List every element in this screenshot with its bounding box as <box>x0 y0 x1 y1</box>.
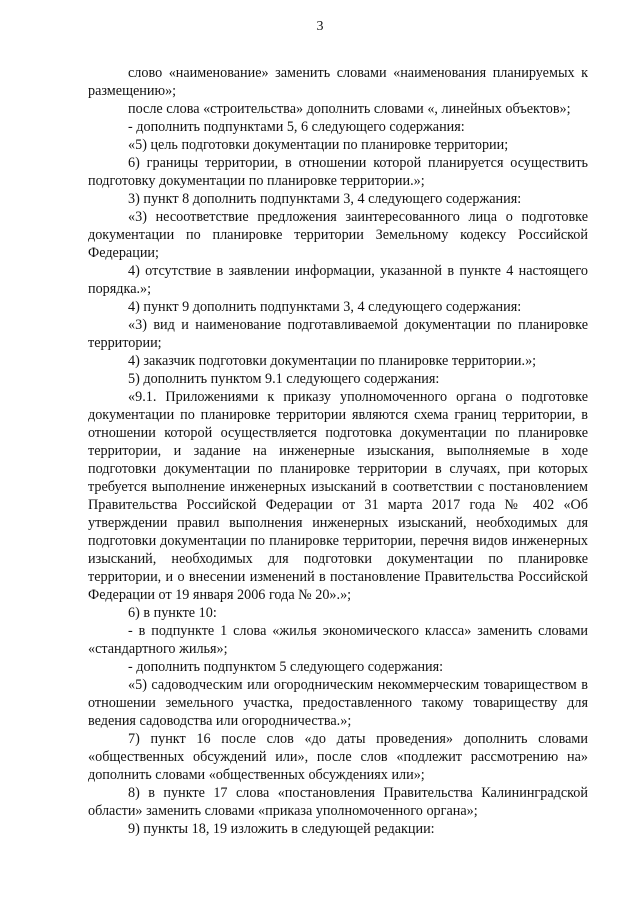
paragraph: 4) заказчик подготовки документации по планировке территории.»; <box>128 353 537 369</box>
paragraph: «3) несоответствие предложения заинтересованного лица о подготовке документации по планировке территории Земельному кодексу Российской Федерации; <box>88 209 588 261</box>
paragraph: после слова «строительства» дополнить словами «, линейных объектов»; <box>128 101 571 117</box>
paragraph: «9.1. Приложениями к приказу уполномоченного органа о подготовке документации по планировке территории являются схема границ территории, в отношении которой осуществляется подготовка документации по планировке территории, и задание на инженерные изыскания, выполняемые в ходе подготовки документации по планировке территории в случаях, при которых требуется выполнение инженерных изысканий в соответствии с постановлением Правительства Российской Федерации от 31 марта 2017 года № 402 «Об утверждении правил выполнения инженерных изысканий, необходимых для подготовки документации по планировке территории, перечня видов инженерных изысканий, необходимых для подготовки документации по планировке территории, и о внесении изменений в постановление Правительства Российской Федерации от 19 января 2006 года № 20».»; <box>88 389 588 603</box>
paragraph: 4) отсутствие в заявлении информации, указанной в пункте 4 настоящего порядка.»; <box>88 263 588 297</box>
paragraph: «5) цель подготовки документации по планировке территории; <box>128 137 509 153</box>
paragraph: 6) границы территории, в отношении которой планируется осуществить подготовку документации по планировке территории.»; <box>88 155 588 189</box>
paragraph: - в подпункте 1 слова «жилья экономического класса» заменить словами «стандартного жилья»; <box>88 623 588 657</box>
paragraph: 3) пункт 8 дополнить подпунктами 3, 4 следующего содержания: <box>128 191 522 207</box>
page-number: 3 <box>316 19 324 34</box>
document-body <box>88 64 588 838</box>
paragraph: - дополнить подпунктами 5, 6 следующего содержания: <box>128 119 465 135</box>
paragraph: 6) в пункте 10: <box>128 605 217 621</box>
paragraph: 7) пункт 16 после слов «до даты проведения» дополнить словами «общественных обсуждений или», после слов «подлежит рассмотрению на» дополнить словами «общественных обсуждениях или»; <box>88 731 588 783</box>
paragraph: 9) пункты 18, 19 изложить в следующей редакции: <box>128 821 435 837</box>
paragraph: - дополнить подпунктом 5 следующего содержания: <box>128 659 444 675</box>
paragraph: «3) вид и наименование подготавливаемой документации по планировке территории; <box>88 317 588 351</box>
paragraph: 5) дополнить пунктом 9.1 следующего содержания: <box>128 371 440 387</box>
paragraph: «5) садоводческим или огородническим некоммерческим товариществом в отношении земельного участка, предоставленного такому товариществу для ведения садоводства или огородничества.»; <box>88 677 588 729</box>
paragraph: 4) пункт 9 дополнить подпунктами 3, 4 следующего содержания: <box>128 299 522 315</box>
paragraph: 8) в пункте 17 слова «постановления Правительства Калининградской области» заменить словами «приказа уполномоченного органа»; <box>88 785 588 819</box>
paragraph: слово «наименование» заменить словами «наименования планируемых к размещению»; <box>88 65 588 99</box>
